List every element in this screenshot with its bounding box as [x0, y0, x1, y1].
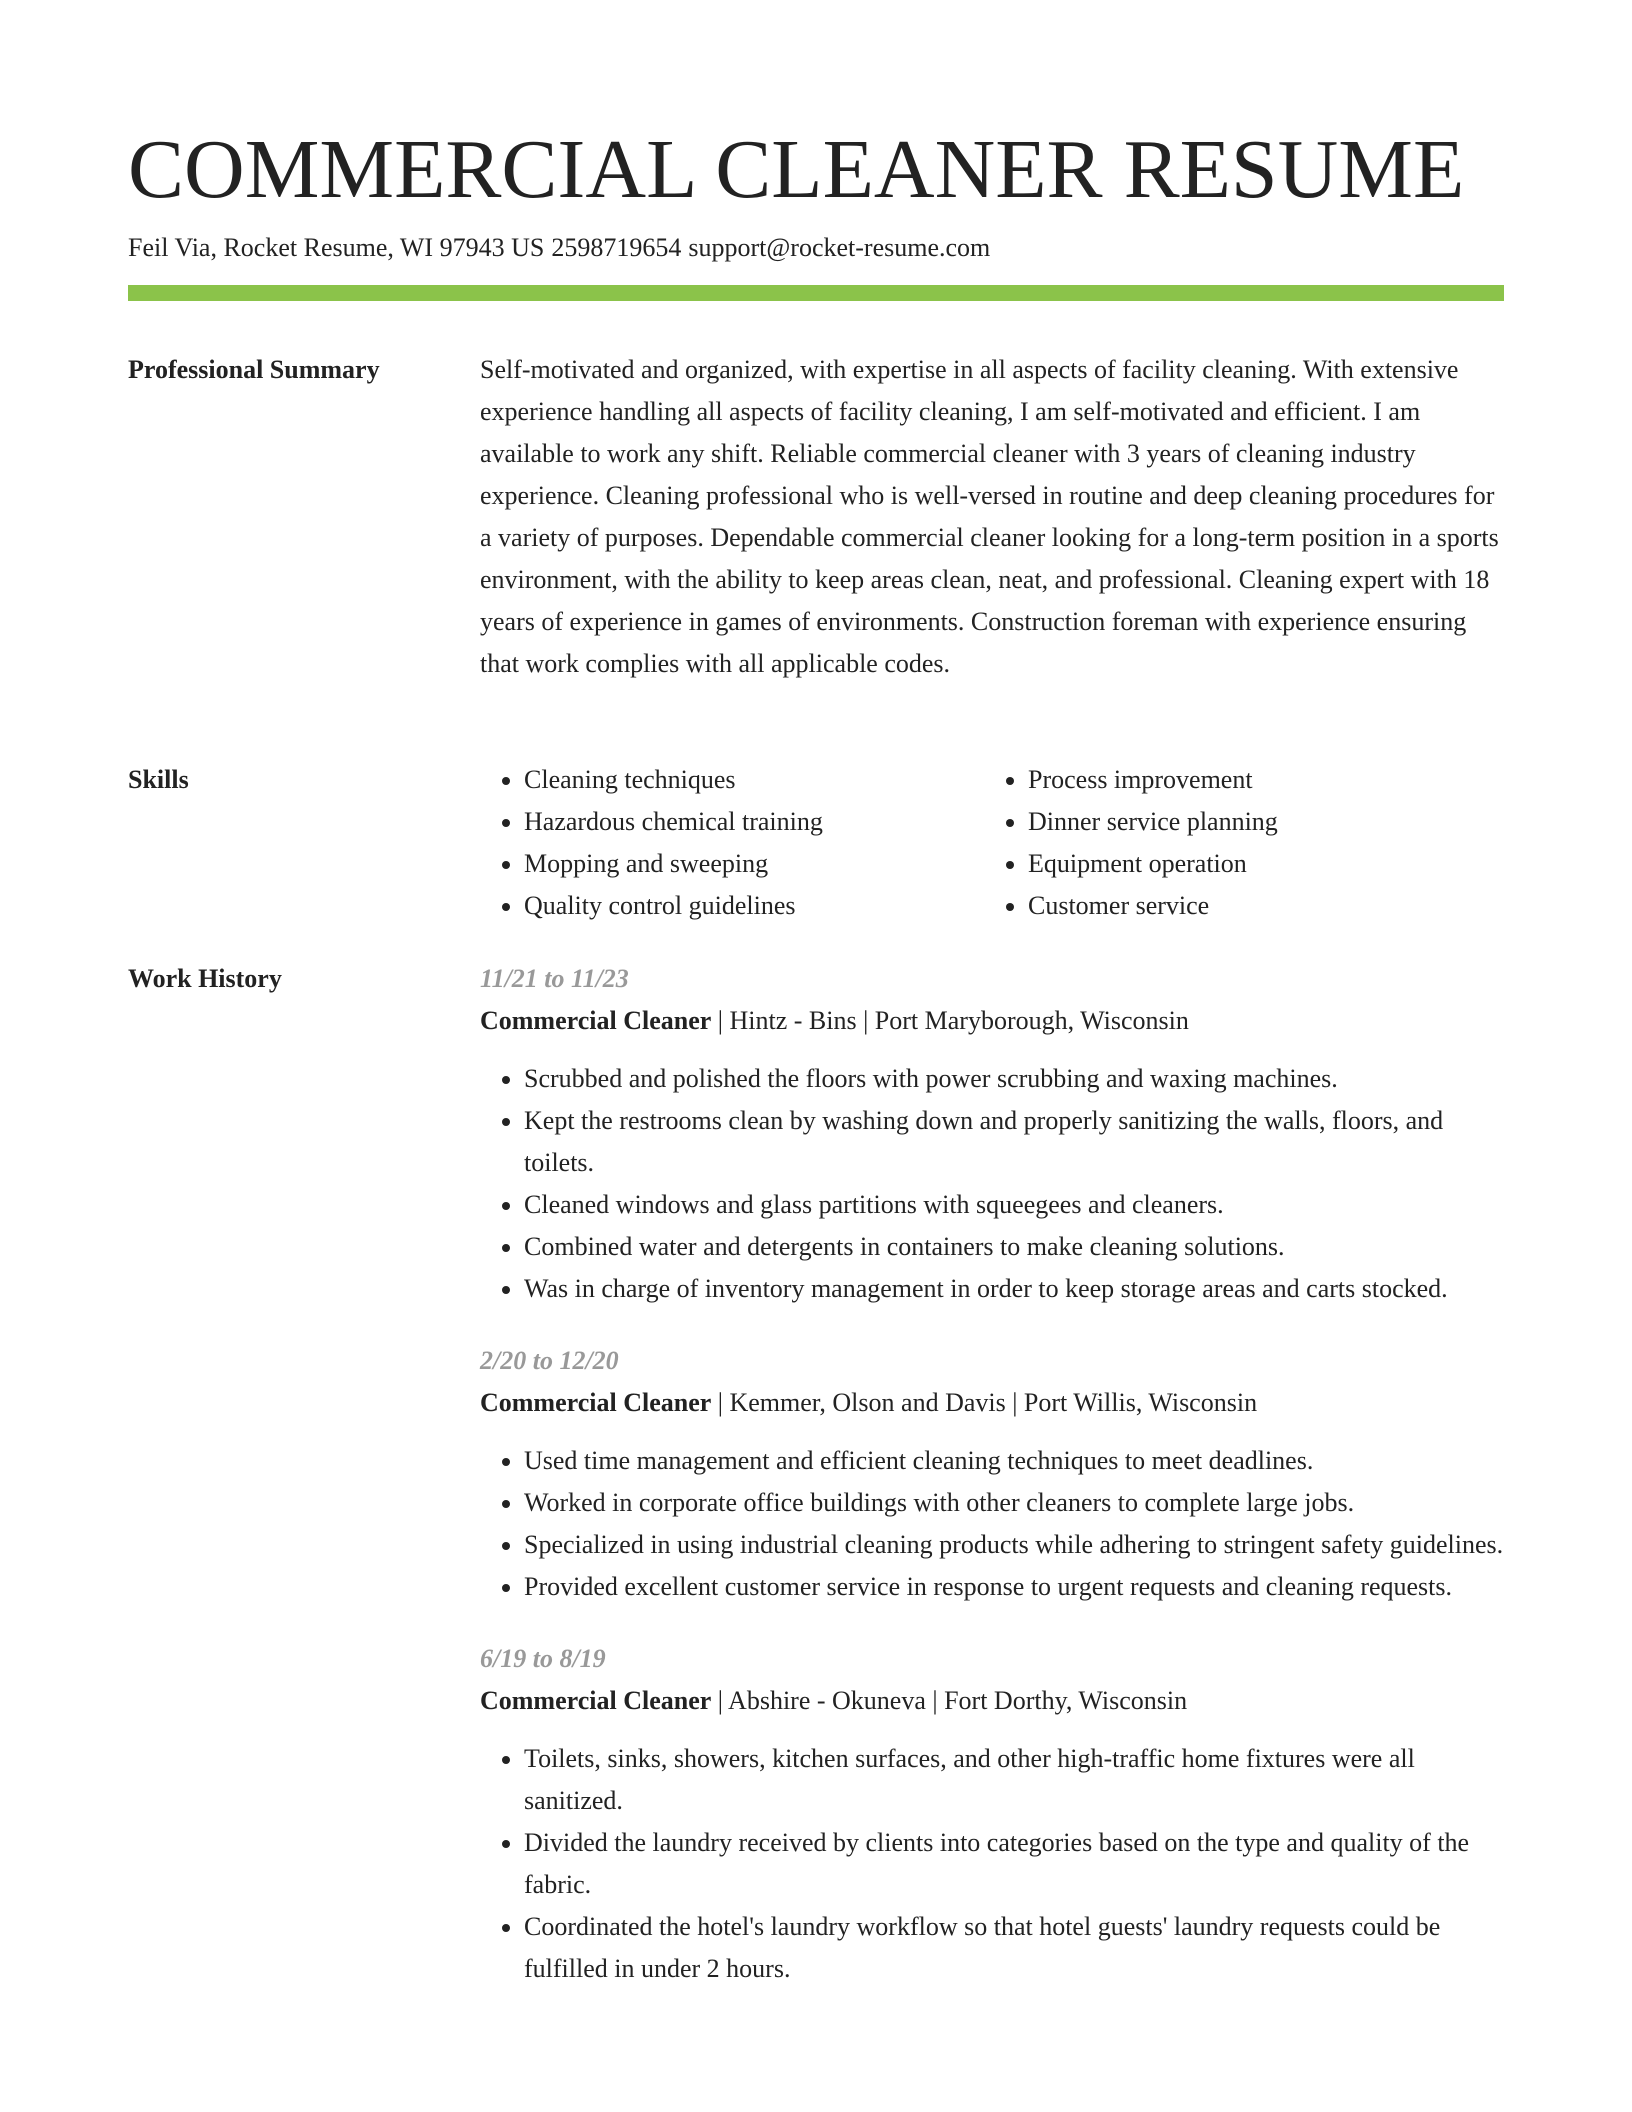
job-details: | Kemmer, Olson and Davis | Port Willis, Wisconsin: [711, 1388, 1258, 1417]
job-bullet: • Scrubbed and polished the floors with power scrubbing and waxing machines.: [524, 1058, 1504, 1100]
job-bullets: [480, 1738, 1504, 1990]
contact-line: [128, 230, 990, 266]
skill-item: • Equipment operation: [1028, 843, 1488, 885]
contact-email: support@rocket-resume.com: [688, 233, 991, 262]
job-details: | Hintz - Bins | Port Maryborough, Wisconsin: [711, 1006, 1189, 1035]
skills-body: [480, 759, 1504, 927]
job-bullet: • Provided excellent customer service in response to urgent requests and cleaning requests.: [524, 1566, 1504, 1608]
job-bullet: • Coordinated the hotel's laundry workflow so that hotel guests' laundry requests could be fulfilled in under 2 hours.: [524, 1906, 1504, 1990]
resume-title: COMMERCIAL CLEANER RESUME: [128, 123, 1465, 216]
job-bullet: • Toilets, sinks, showers, kitchen surfaces, and other high-traffic home fixtures were all sanitized.: [524, 1738, 1504, 1822]
job-bullet: • Combined water and detergents in containers to make cleaning solutions.: [524, 1226, 1504, 1268]
accent-divider: [128, 285, 1504, 301]
job-dates: 6/19 to 8/19: [480, 1644, 606, 1673]
skill-item: • Dinner service planning: [1028, 801, 1488, 843]
skill-item: • Quality control guidelines: [524, 885, 984, 927]
job-heading: [480, 1680, 1504, 1722]
summary-heading: Professional Summary: [128, 355, 380, 384]
job-bullets: [480, 1440, 1504, 1608]
job-entry: [480, 958, 1504, 1310]
skills-heading: Skills: [128, 765, 189, 794]
summary-body: [480, 349, 1504, 685]
skill-item: • Hazardous chemical training: [524, 801, 984, 843]
skills-list-right: [984, 759, 1488, 927]
job-title: Commercial Cleaner: [480, 1686, 712, 1715]
job-details: | Abshire - Okuneva | Fort Dorthy, Wisconsin: [711, 1686, 1188, 1715]
job-title: Commercial Cleaner: [480, 1006, 712, 1035]
skills-list-left: [480, 759, 984, 927]
job-bullet: • Divided the laundry received by clients into categories based on the type and quality of the fabric.: [524, 1822, 1504, 1906]
job-bullet: • Was in charge of inventory management in order to keep storage areas and carts stocked.: [524, 1268, 1504, 1310]
skill-item: • Process improvement: [1028, 759, 1488, 801]
job-bullet: • Used time management and efficient cleaning techniques to meet deadlines.: [524, 1440, 1504, 1482]
work-history-body: [480, 958, 1504, 1990]
contact-address: Feil Via, Rocket Resume, WI 97943 US: [128, 233, 545, 262]
work-history-heading: Work History: [128, 964, 282, 993]
job-bullets: [480, 1058, 1504, 1310]
summary-text: Self-motivated and organized, with expertise in all aspects of facility cleaning. With extensive experience handling all aspects of facility cleaning, I am self-motivated and efficient. I am available to work any shift. Reliable commercial cleaner with 3 years of cleaning industry experience. Cleaning professional who is well-versed in routine and deep cleaning procedures for a variety of purposes. Dependable commercial cleaner looking for a long-term position in a sports environment, with the ability to keep areas clean, neat, and professional. Cleaning expert with 18 years of experience in games of environments. Construction foreman with experience ensuring that work complies with all applicable codes.: [480, 355, 1499, 678]
skill-item: • Cleaning techniques: [524, 759, 984, 801]
job-bullet: • Specialized in using industrial cleaning products while adhering to stringent safety guidelines.: [524, 1524, 1504, 1566]
contact-phone: 2598719654: [551, 233, 682, 262]
job-entry: [480, 1340, 1504, 1608]
job-heading: [480, 1000, 1504, 1042]
skill-item: • Customer service: [1028, 885, 1488, 927]
job-dates: 2/20 to 12/20: [480, 1346, 619, 1375]
job-bullet: • Worked in corporate office buildings with other cleaners to complete large jobs.: [524, 1482, 1504, 1524]
skill-item: • Mopping and sweeping: [524, 843, 984, 885]
job-entry: [480, 1638, 1504, 1990]
job-bullet: • Cleaned windows and glass partitions with squeegees and cleaners.: [524, 1184, 1504, 1226]
job-bullet: • Kept the restrooms clean by washing down and properly sanitizing the walls, floors, and toilets.: [524, 1100, 1504, 1184]
job-dates: 11/21 to 11/23: [480, 964, 629, 993]
job-heading: [480, 1382, 1504, 1424]
job-title: Commercial Cleaner: [480, 1388, 712, 1417]
